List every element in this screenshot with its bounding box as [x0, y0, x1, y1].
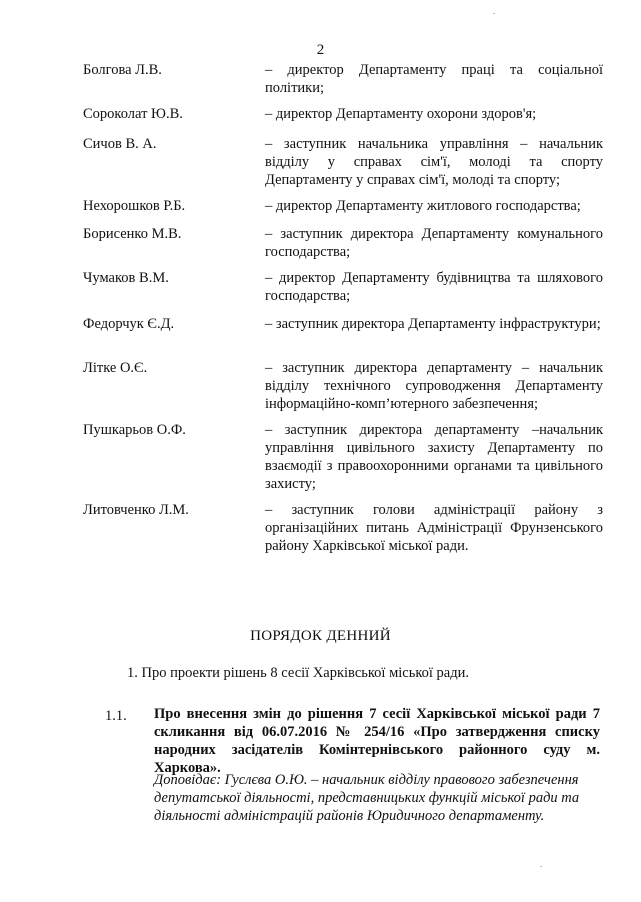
attendee-role: – заступник начальника управління – начальник відділу у справах сім'ї, молоді та спорту Департаменту у справах сім'ї, молоді та спорту; — [265, 136, 603, 188]
attendee-role: – директор Департаменту будівництва та шляхового господарства; — [265, 270, 603, 304]
attendee-name: Літке О.Є. — [83, 360, 148, 376]
attendee-name: Борисенко М.В. — [83, 226, 182, 242]
agenda-item: 1. Про проекти рішень 8 сесії Харківської міської ради. — [127, 665, 469, 681]
attendee-name: Чумаков В.М. — [83, 270, 169, 286]
agenda-subitem-reporter: Доповідає: Гуслєва О.Ю. – начальник відділу правового забезпечення депутатської діяльності, представницьких функцій міської ради та діяльності адміністрацій районів Юридичного департаменту. — [154, 772, 580, 824]
attendee-name: Сороколат Ю.В. — [83, 106, 183, 122]
attendee-role: – директор Департаменту охорони здоров'я; — [265, 106, 537, 122]
attendee-role: – заступник директора департаменту –начальник управління цивільного захисту Департаменту по взаємодії з правоохоронними органами та цивільного захисту; — [265, 422, 603, 492]
attendee-role: – директор Департаменту праці та соціальної політики; — [265, 62, 603, 96]
attendee-name: Нехорошков Р.Б. — [83, 198, 186, 214]
attendee-role: – заступник директора Департаменту комунального господарства; — [265, 226, 603, 260]
agenda-subitem-number: 1.1. — [105, 708, 127, 724]
page-number: 2 — [316, 42, 325, 58]
attendee-role: – заступник директора Департаменту інфраструктури; — [265, 316, 601, 332]
attendee-role: – заступник голови адміністрації району з організаційних питань Адміністрації Фрунзенського району Харківської міської ради. — [265, 502, 603, 554]
scan-speck — [493, 13, 495, 14]
attendee-name: Литовченко Л.М. — [83, 502, 189, 518]
attendee-name: Пушкарьов О.Ф. — [83, 422, 186, 438]
attendee-role: – заступник директора департаменту – начальник відділу технічного супроводження Департаменту інформаційно-комп’ютерного забезпечення; — [265, 360, 603, 412]
attendee-role: – директор Департаменту житлового господарства; — [265, 198, 581, 214]
scan-speck — [540, 866, 542, 867]
attendee-name: Болгова Л.В. — [83, 62, 162, 78]
agenda-title: ПОРЯДОК ДЕННИЙ — [250, 628, 391, 644]
agenda-subitem-title: Про внесення змін до рішення 7 сесії Харківської міської ради 7 скликання від 06.07.2016 № 254/16 «Про затвердження списку народних засідателів Комінтернівського районного суду м. Харкова». — [154, 706, 600, 776]
attendee-name: Федорчук Є.Д. — [83, 316, 175, 332]
attendee-name: Сичов В. А. — [83, 136, 157, 152]
